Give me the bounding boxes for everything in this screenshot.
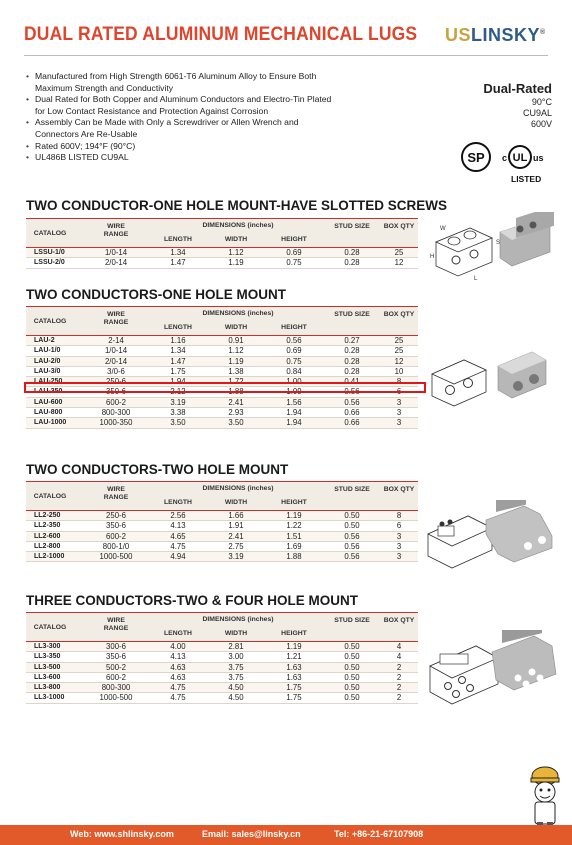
cell-height: 1.75	[286, 683, 302, 693]
header-divider	[24, 55, 548, 56]
cell-width: 2.93	[228, 408, 244, 418]
cell-stud-size: 0.66	[344, 418, 360, 428]
cell-wire-range: 2/0-14	[104, 258, 128, 268]
cell-box-qty: 25	[394, 336, 404, 345]
cell-height: 1.21	[286, 652, 302, 662]
page-title: DUAL RATED ALUMINUM MECHANICAL LUGS	[24, 24, 418, 45]
cell-width: 1.12	[228, 346, 244, 356]
col-catalog: CATALOG	[33, 493, 67, 500]
brand-logo-part-a: US	[445, 25, 472, 45]
cell-wire-range: 600-2	[106, 672, 126, 682]
col-height: HEIGHT	[281, 630, 307, 637]
cell-box-qty: 6	[396, 387, 402, 397]
cell-catalog: LAU-1000	[34, 419, 67, 427]
table-row	[26, 552, 418, 562]
cell-length: 1.94	[170, 377, 186, 387]
cell-length: 1.34	[170, 248, 186, 257]
lug-image-two-hole	[424, 500, 560, 570]
cell-wire-range: 250-6	[106, 511, 126, 520]
cell-box-qty: 3	[396, 552, 402, 562]
table-slotted-screws	[26, 218, 418, 269]
registered-mark: ®	[540, 29, 546, 36]
cell-catalog: LAU-350	[34, 388, 63, 396]
cell-height: 1.63	[286, 662, 302, 672]
col-height: HEIGHT	[281, 499, 307, 506]
col-length: LENGTH	[164, 499, 192, 506]
cell-wire-range: 800-300	[101, 408, 131, 418]
cell-width: 1.12	[228, 248, 244, 257]
cell-catalog: LL2-600	[34, 532, 61, 540]
cell-wire-range: 1/0-14	[104, 346, 128, 356]
cell-stud-size: 0.27	[344, 336, 360, 345]
cell-wire-range: 1000-350	[99, 418, 133, 428]
cell-stud-size: 0.50	[344, 642, 360, 651]
col-width: WIDTH	[224, 499, 248, 506]
cell-length: 3.38	[170, 408, 186, 418]
table-row	[26, 521, 418, 531]
cell-stud-size: 0.28	[344, 346, 360, 356]
rating-temp: 90°C	[531, 97, 552, 107]
diagram-label-s: S	[496, 240, 501, 246]
cell-wire-range: 350-6	[106, 387, 126, 397]
cell-height: 1.19	[286, 642, 302, 651]
cell-length: 1.75	[170, 366, 186, 376]
feature-item: • Dual Rated for Both Copper and Aluminum Conductors and Electro-Tin Plated for Low Contact Resistance and Protection Against Corrosion	[26, 94, 336, 117]
cell-length: 1.47	[170, 258, 186, 268]
cell-height: 1.75	[286, 693, 302, 703]
table-header	[26, 218, 418, 248]
cell-width: 2.41	[228, 397, 244, 407]
table-row	[26, 248, 418, 258]
ul-logo	[502, 146, 544, 184]
cell-wire-range: 800-1/0	[102, 541, 130, 551]
col-catalog: CATALOG	[33, 230, 67, 237]
cell-wire-range: 1000-500	[99, 693, 133, 703]
cell-catalog: LAU-2	[34, 337, 55, 344]
cell-width: 3.50	[228, 418, 244, 428]
cell-height: 0.75	[286, 258, 302, 268]
cell-height: 1.19	[286, 511, 302, 520]
table-body	[26, 642, 418, 704]
cell-catalog: LAU-3/0	[34, 367, 61, 375]
col-width: WIDTH	[224, 630, 248, 637]
table-row	[26, 652, 418, 662]
cell-box-qty: 8	[396, 377, 402, 387]
rating-code: CU9AL	[522, 108, 552, 118]
cell-stud-size: 0.50	[344, 693, 360, 703]
section-title-one-hole-mount: TWO CONDUCTORS-ONE HOLE MOUNT	[26, 287, 286, 302]
cell-stud-size: 0.56	[344, 397, 360, 407]
cell-catalog: LL2-1000	[34, 553, 65, 561]
section-title-slotted-screws: TWO CONDUCTOR-ONE HOLE MOUNT-HAVE SLOTTED SCREWS	[26, 198, 447, 213]
table-row	[26, 511, 418, 521]
cell-wire-range: 350-6	[106, 521, 126, 531]
col-catalog: CATALOG	[33, 318, 67, 325]
cell-box-qty: 2	[396, 662, 402, 672]
table-row	[26, 542, 418, 552]
col-box-qty: BOX QTY	[383, 311, 415, 318]
cell-height: 1.88	[286, 552, 302, 562]
col-box-qty: BOX QTY	[383, 617, 415, 624]
cell-length: 4.75	[170, 693, 186, 703]
cell-width: 1.66	[228, 511, 244, 520]
cell-height: 0.56	[286, 336, 302, 345]
cell-height: 0.84	[286, 366, 302, 376]
diagram-label-l: L	[474, 276, 478, 282]
cell-box-qty: 2	[396, 683, 402, 693]
diagram-label-w: W	[440, 226, 446, 232]
cell-length: 2.56	[170, 511, 186, 520]
cell-length: 4.13	[170, 652, 186, 662]
highlight-box	[24, 382, 426, 393]
cell-box-qty: 2	[396, 672, 402, 682]
cell-box-qty: 3	[396, 531, 402, 541]
certification-logos	[460, 140, 550, 186]
cell-length: 3.19	[170, 397, 186, 407]
cell-catalog: LL2-800	[34, 542, 61, 550]
col-width: WIDTH	[224, 236, 248, 243]
table-row	[26, 683, 418, 693]
col-box-qty: BOX QTY	[383, 486, 415, 493]
col-stud-size: STUD SIZE	[334, 617, 370, 624]
col-width: WIDTH	[224, 324, 248, 331]
cell-width: 1.19	[228, 356, 244, 366]
cell-width: 3.75	[228, 672, 244, 682]
cell-wire-range: 1/0-14	[104, 248, 128, 257]
cell-box-qty: 4	[396, 652, 402, 662]
cell-height: 1.56	[286, 397, 302, 407]
cell-stud-size: 0.50	[344, 662, 360, 672]
cell-catalog: LL3-1000	[34, 694, 65, 702]
col-wire-range: WIRE RANGE	[103, 223, 129, 238]
table-body	[26, 511, 418, 562]
cell-stud-size: 0.56	[344, 541, 360, 551]
table-row	[26, 258, 418, 268]
cell-length: 4.63	[170, 662, 186, 672]
cell-stud-size: 0.56	[344, 387, 360, 397]
cell-stud-size: 0.41	[344, 377, 360, 387]
rating-block	[483, 81, 552, 130]
cell-box-qty: 6	[396, 521, 402, 531]
table-row	[26, 398, 418, 408]
table-two-hole-mount	[26, 481, 418, 562]
col-dimensions: DIMENSIONS (inches)	[202, 222, 274, 229]
cell-catalog: LSSU-1/0	[34, 249, 65, 256]
cell-catalog: LL3-800	[34, 684, 61, 692]
cell-width: 0.91	[228, 336, 244, 345]
col-catalog: CATALOG	[33, 624, 67, 631]
table-row	[26, 346, 418, 356]
diagram-label-h: H	[430, 254, 435, 260]
cell-width: 3.00	[228, 652, 244, 662]
cell-length: 4.94	[170, 552, 186, 562]
col-stud-size: STUD SIZE	[334, 486, 370, 493]
cell-length: 1.16	[170, 336, 186, 345]
cell-stud-size: 0.50	[344, 652, 360, 662]
cell-width: 1.72	[228, 377, 244, 387]
cell-stud-size: 0.50	[344, 511, 360, 520]
lug-image-slotted	[430, 212, 560, 284]
table-row	[26, 693, 418, 703]
table-row	[26, 532, 418, 542]
col-dimensions: DIMENSIONS (inches)	[202, 485, 274, 492]
cell-width: 2.75	[228, 541, 244, 551]
ul-logo-text: UL	[512, 152, 528, 164]
cell-stud-size: 0.28	[344, 248, 360, 257]
footer-phone: Tel: +86-21-67107908	[334, 829, 424, 839]
cell-box-qty: 12	[394, 258, 404, 268]
cell-width: 1.91	[228, 521, 244, 531]
cell-stud-size: 0.56	[344, 531, 360, 541]
cell-box-qty: 10	[394, 366, 404, 376]
cell-stud-size: 0.56	[344, 552, 360, 562]
cell-length: 1.47	[170, 356, 186, 366]
cell-height: 0.69	[286, 248, 302, 257]
cell-height: 1.00	[286, 377, 302, 387]
cell-length: 3.50	[170, 418, 186, 428]
table-row	[26, 642, 418, 652]
cell-wire-range: 800-300	[101, 683, 131, 693]
csa-logo-text: SP	[467, 150, 485, 165]
cell-width: 2.41	[228, 531, 244, 541]
cell-box-qty: 12	[394, 356, 404, 366]
cell-width: 4.50	[228, 693, 244, 703]
cell-width: 3.19	[228, 552, 244, 562]
cell-catalog: LL3-350	[34, 653, 61, 661]
cell-box-qty: 4	[396, 642, 402, 651]
cell-catalog: LAU-600	[34, 398, 63, 406]
cell-height: 1.94	[286, 408, 302, 418]
section-title-three-conductors: THREE CONDUCTORS-TWO & FOUR HOLE MOUNT	[26, 593, 358, 608]
cell-length: 4.75	[170, 683, 186, 693]
cell-box-qty: 25	[394, 346, 404, 356]
cell-catalog: LAU-2/0	[34, 357, 61, 365]
lug-image-one-hole	[426, 346, 556, 414]
cell-catalog: LL3-500	[34, 663, 61, 671]
cell-height: 1.09	[286, 387, 302, 397]
cell-catalog: LAU-800	[34, 409, 63, 417]
table-row	[26, 336, 418, 346]
feature-item: • UL486B LISTED CU9AL	[26, 152, 336, 164]
cell-height: 1.69	[286, 541, 302, 551]
cell-height: 0.69	[286, 346, 302, 356]
cell-stud-size: 0.28	[344, 258, 360, 268]
cell-height: 0.75	[286, 356, 302, 366]
cell-wire-range: 250-6	[106, 377, 126, 387]
section-title-two-hole-mount: TWO CONDUCTORS-TWO HOLE MOUNT	[26, 462, 289, 477]
rating-title: Dual-Rated	[483, 81, 552, 96]
table-row	[26, 357, 418, 367]
cell-wire-range: 600-2	[106, 397, 126, 407]
cell-catalog: LAU-1/0	[34, 347, 61, 355]
cell-catalog: LL3-300	[34, 643, 61, 650]
cell-length: 4.65	[170, 531, 186, 541]
table-row	[26, 367, 418, 377]
cell-width: 1.88	[228, 387, 244, 397]
table-row	[26, 408, 418, 418]
cell-length: 1.34	[170, 346, 186, 356]
cell-box-qty: 3	[396, 397, 402, 407]
brand-logo-part-b: LINSKY	[471, 25, 541, 45]
footer-web[interactable]: Web: www.shlinsky.com	[70, 829, 174, 839]
col-height: HEIGHT	[281, 324, 307, 331]
col-box-qty: BOX QTY	[383, 223, 415, 230]
cell-stud-size: 0.50	[344, 672, 360, 682]
table-body	[26, 248, 418, 269]
table-header	[26, 306, 418, 336]
cell-wire-range: 3/0-6	[107, 366, 125, 376]
cell-box-qty: 8	[396, 511, 402, 520]
cell-length: 2.12	[170, 387, 186, 397]
cell-length: 4.63	[170, 672, 186, 682]
cell-width: 1.19	[228, 258, 244, 268]
cell-wire-range: 350-6	[106, 652, 126, 662]
cell-wire-range: 500-2	[106, 662, 126, 672]
table-three-conductors	[26, 612, 418, 704]
cell-wire-range: 2/0-14	[104, 356, 128, 366]
cell-width: 3.75	[228, 662, 244, 672]
feature-item: • Manufactured from High Strength 6061-T6 Aluminum Alloy to Ensure Both Maximum Strength and Conductivity	[26, 71, 336, 94]
cell-catalog: LL2-350	[34, 522, 61, 530]
col-dimensions: DIMENSIONS (inches)	[202, 616, 274, 623]
cell-catalog: LSSU-2/0	[34, 259, 65, 267]
table-header	[26, 481, 418, 511]
cell-width: 4.50	[228, 683, 244, 693]
feature-item: • Assembly Can be Made with Only a Screwdriver or Allen Wrench and Connectors Are Re-Usable	[26, 117, 336, 140]
cell-height: 1.22	[286, 521, 302, 531]
cell-length: 4.75	[170, 541, 186, 551]
cell-height: 1.51	[286, 531, 302, 541]
cell-catalog: LL2-250	[34, 512, 61, 519]
table-row	[26, 673, 418, 683]
cell-length: 4.00	[170, 642, 186, 651]
csa-logo	[462, 143, 490, 171]
cell-stud-size: 0.28	[344, 356, 360, 366]
cell-stud-size: 0.50	[344, 683, 360, 693]
cell-height: 1.63	[286, 672, 302, 682]
table-row	[26, 663, 418, 673]
cell-width: 1.38	[228, 366, 244, 376]
cell-box-qty: 2	[396, 693, 402, 703]
ul-logo-us: us	[533, 153, 544, 163]
col-height: HEIGHT	[281, 236, 307, 243]
cell-catalog: LAU-250	[34, 378, 63, 386]
table-one-hole-mount	[26, 306, 418, 429]
col-stud-size: STUD SIZE	[334, 311, 370, 318]
footer-email[interactable]: Email: sales@linsky.cn	[202, 829, 301, 839]
cell-stud-size: 0.50	[344, 521, 360, 531]
ul-logo-listed: LISTED	[511, 174, 542, 184]
feature-list	[26, 71, 336, 164]
col-length: LENGTH	[164, 324, 192, 331]
cell-height: 1.94	[286, 418, 302, 428]
cell-wire-range: 300-6	[106, 642, 126, 651]
col-wire-range: WIRE RANGE	[103, 617, 129, 632]
cell-stud-size: 0.66	[344, 408, 360, 418]
cell-box-qty: 3	[396, 541, 402, 551]
col-dimensions: DIMENSIONS (inches)	[202, 310, 274, 317]
cell-width: 2.81	[228, 642, 244, 651]
rating-voltage: 600V	[530, 119, 552, 129]
feature-item: • Rated 600V; 194°F (90°C)	[26, 141, 336, 153]
ul-logo-c: c	[502, 153, 508, 163]
col-wire-range: WIRE RANGE	[103, 486, 129, 501]
table-header	[26, 612, 418, 642]
cell-box-qty: 25	[394, 248, 404, 257]
table-row	[26, 418, 418, 428]
footer-bar	[0, 825, 572, 845]
col-stud-size: STUD SIZE	[334, 223, 370, 230]
cell-length: 4.13	[170, 521, 186, 531]
col-length: LENGTH	[164, 236, 192, 243]
cell-catalog: LL3-600	[34, 673, 61, 681]
cell-wire-range: 2-14	[108, 336, 124, 345]
cell-box-qty: 3	[396, 408, 402, 418]
cell-wire-range: 1000-500	[99, 552, 133, 562]
cell-stud-size: 0.28	[344, 366, 360, 376]
cell-box-qty: 3	[396, 418, 402, 428]
brand-logo	[445, 25, 546, 46]
col-wire-range: WIRE RANGE	[103, 311, 129, 326]
col-length: LENGTH	[164, 630, 192, 637]
cell-wire-range: 600-2	[106, 531, 126, 541]
lug-image-three-conductors	[426, 630, 562, 708]
